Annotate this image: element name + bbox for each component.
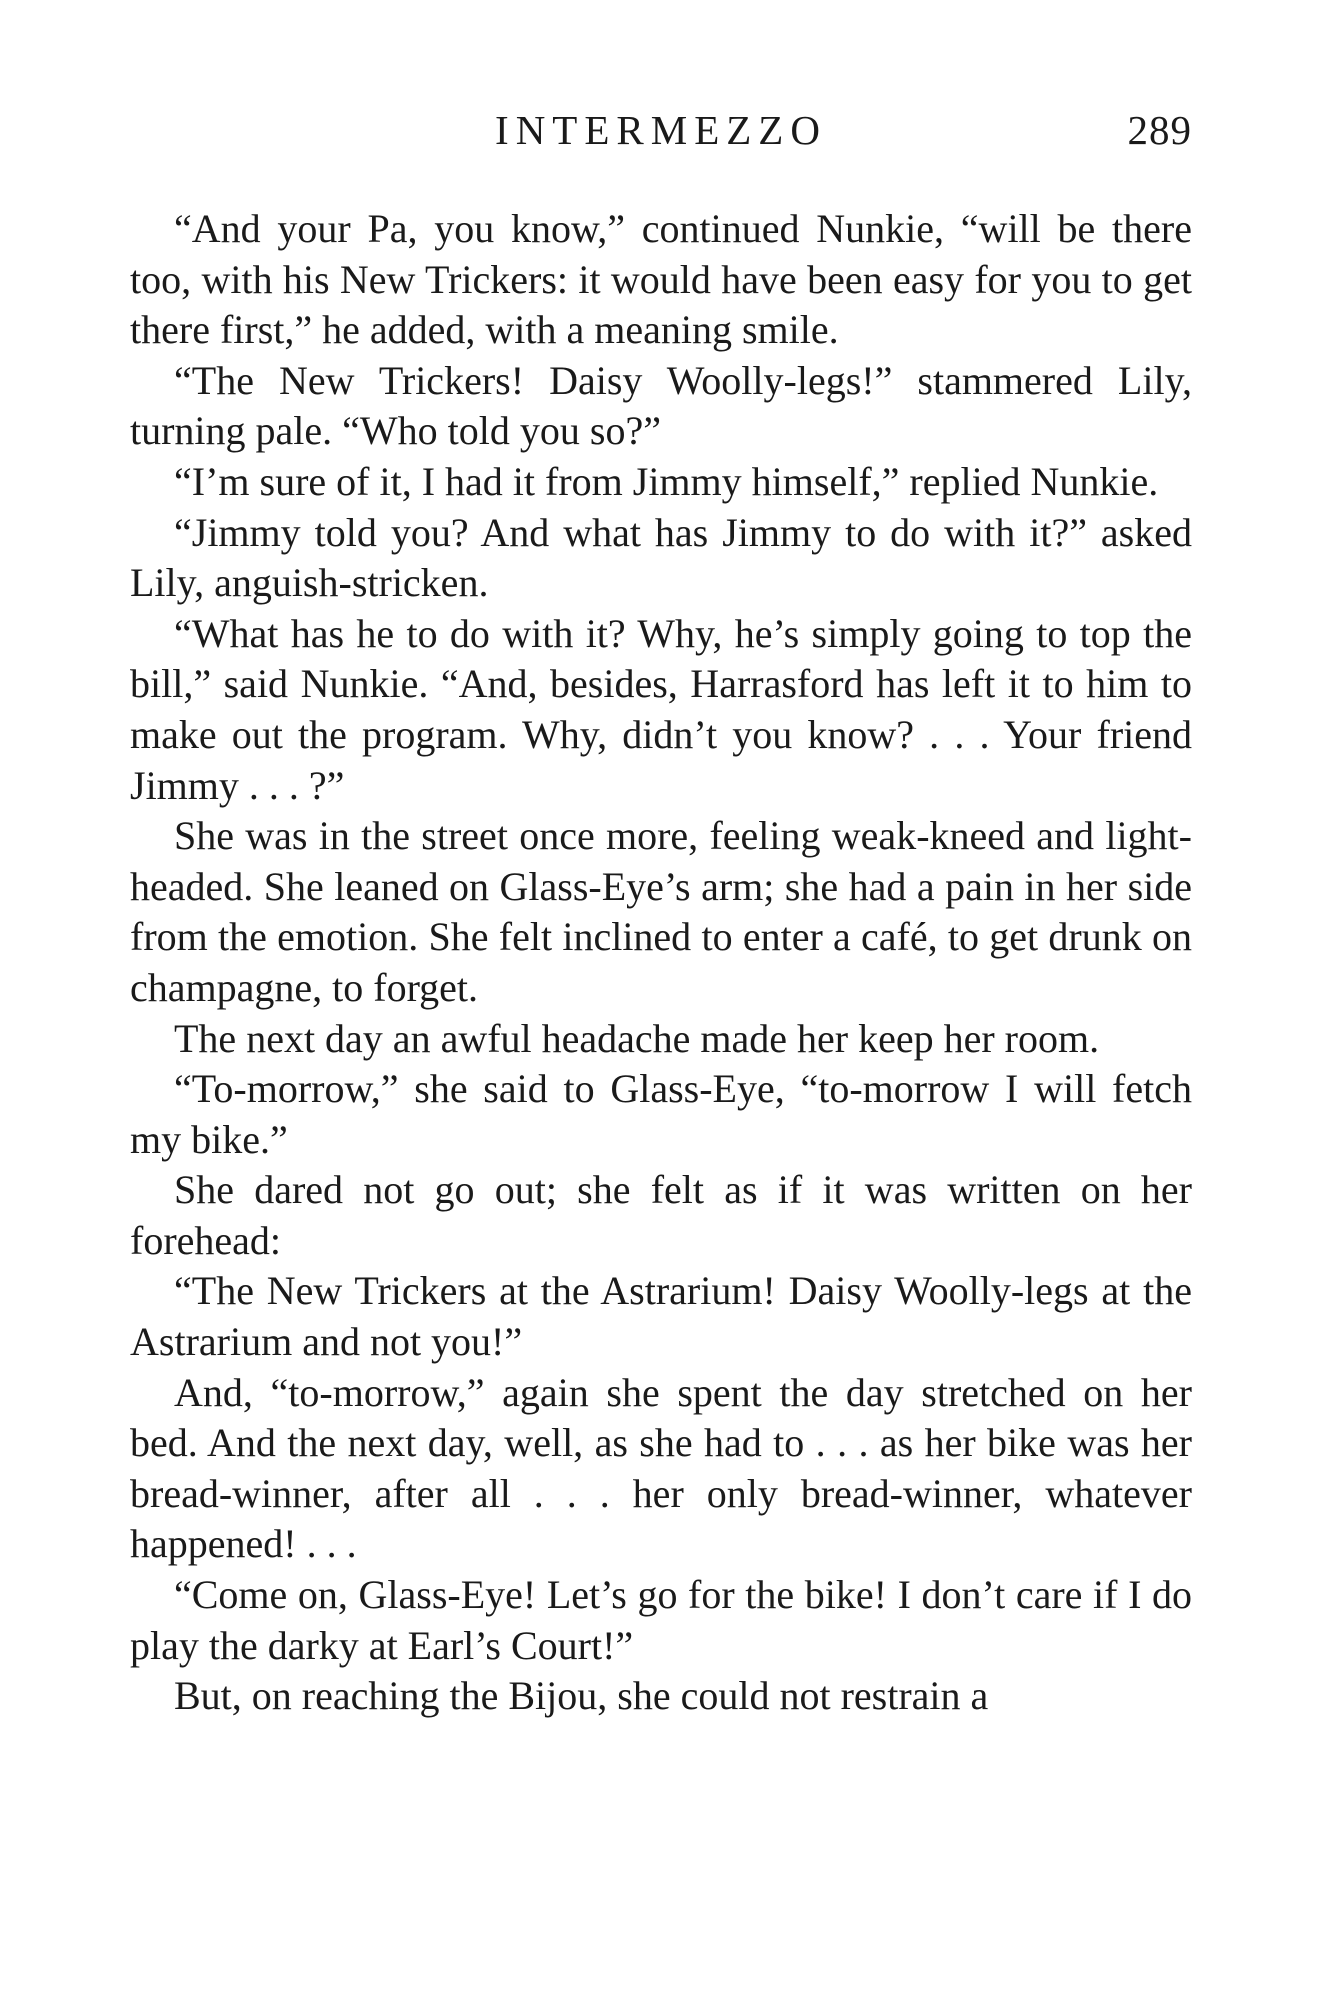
running-head [130, 100, 1192, 160]
paragraph-7: The next day an awful headache made her keep her room. [174, 1015, 1100, 1061]
paragraph-12: “Come on, Glass-Eye! Let’s go for the bike! I don’t care if I do play the darky at Earl’s Court!” [130, 1572, 1192, 1668]
paragraph-9: She dared not go out; she felt as if it was written on her forehead: [130, 1167, 1192, 1263]
paragraph-2: “The New Trickers! Daisy Woolly-legs!” stammered Lily, turning pale. “Who told you so?” [130, 357, 1192, 454]
paragraph-10: “The New Trickers at the Astrarium! Daisy Woolly-legs at the Astrarium and not you!” [130, 1268, 1192, 1365]
page-number: 289 [1127, 107, 1192, 153]
paragraph-1: “And your Pa, you know,” continued Nunkie, “will be there too, with his New Trickers: it would have been easy for you to get there first,” he added, with a meaning smile. [130, 206, 1192, 353]
paragraph-3: “I’m sure of it, I had it from Jimmy himself,” replied Nunkie. [174, 458, 1159, 504]
running-title: INTERMEZZO [495, 107, 827, 153]
paragraph-6: She was in the street once more, feeling weak-kneed and light-headed. She leaned on Glass-Eye’s arm; she had a pain in her side from the emotion. She felt inclined to enter a café, to get drunk on champagne, to forget. [130, 813, 1192, 1010]
paragraph-13: But, on reaching the Bijou, she could not restrain a [174, 1673, 989, 1719]
body-text [130, 204, 1192, 1722]
paragraph-4: “Jimmy told you? And what has Jimmy to do with it?” asked Lily, anguish-stricken. [130, 509, 1192, 606]
paragraph-8: “To-morrow,” she said to Glass-Eye, “to-morrow I will fetch my bike.” [130, 1066, 1192, 1162]
paragraph-5: “What has he to do with it? Why, he’s simply going to top the bill,” said Nunkie. “And, besides, Harrasford has left it to him to make out the program. Why, didn’t you know? . . . Your friend Jimmy . . . ?” [130, 610, 1192, 808]
paragraph-11: And, “to-morrow,” again she spent the day stretched on her bed. And the next day, well, as she had to . . . as her bike was her bread-winner, after all . . . her only bread-winner, whatever happened! . . . [130, 1369, 1192, 1567]
